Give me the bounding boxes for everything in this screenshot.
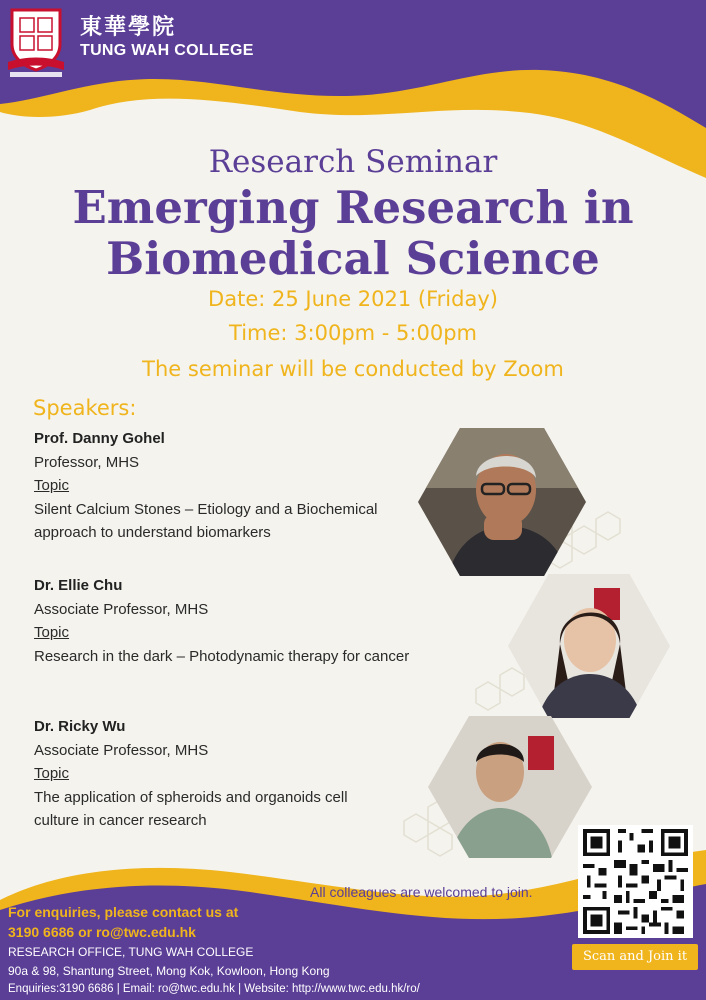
speaker-3-topic-line-2: culture in cancer research xyxy=(34,812,207,829)
seminar-title-line-2: Biomedical Science xyxy=(106,232,600,285)
seminar-subtitle: Research Seminar xyxy=(208,144,498,180)
qr-code[interactable] xyxy=(578,825,693,938)
speaker-2 xyxy=(34,574,409,668)
enquiry-line-2: 3190 6686 or ro@twc.edu.hk xyxy=(8,924,196,940)
enquiry-line-1: For enquiries, please contact us at xyxy=(8,904,239,920)
speaker-1-topic-line-1: Silent Calcium Stones – Etiology and a Biochemical xyxy=(34,500,378,518)
college-crest-logo xyxy=(6,6,66,80)
college-name-english: TUNG WAH COLLEGE xyxy=(80,42,254,59)
office-contacts: Enquiries:3190 6686 | Email: ro@twc.edu.hk | Website: http://www.twc.edu.hk/ro/ xyxy=(8,983,420,995)
speaker-2-name: Dr. Ellie Chu xyxy=(34,577,123,594)
qr-code-icon xyxy=(578,825,693,938)
speaker-2-topic-label: Topic xyxy=(34,624,70,641)
speakers-heading: Speakers: xyxy=(33,396,137,420)
scan-and-join-button[interactable]: Scan and Join it xyxy=(572,944,698,970)
seminar-title xyxy=(0,182,706,284)
office-address: 90a & 98, Shantung Street, Mong Kok, Kowloon, Hong Kong xyxy=(8,964,330,978)
speaker-2-topic-line-1: Research in the dark – Photodynamic therapy for cancer xyxy=(34,647,410,665)
seminar-mode: The seminar will be conducted by Zoom xyxy=(142,357,564,381)
speaker-1-role: Professor, MHS xyxy=(34,453,140,471)
speaker-3-name: Dr. Ricky Wu xyxy=(34,718,126,735)
speaker-1 xyxy=(34,427,378,545)
speaker-1-name: Prof. Danny Gohel xyxy=(34,430,165,447)
speaker-3 xyxy=(34,715,348,833)
office-name: RESEARCH OFFICE, TUNG WAH COLLEGE xyxy=(8,945,254,959)
college-name-chinese: 東華學院 xyxy=(80,15,177,40)
speaker-1-topic-line-2: approach to understand biomarkers xyxy=(34,524,271,541)
speaker-3-role: Associate Professor, MHS xyxy=(34,741,209,759)
speaker-3-topic-line-1: The application of spheroids and organoids cell xyxy=(34,788,348,806)
seminar-date: Date: 25 June 2021 (Friday) xyxy=(208,287,498,311)
speaker-3-topic-label: Topic xyxy=(34,765,70,782)
speaker-1-topic-label: Topic xyxy=(34,477,70,494)
welcome-message: All colleagues are welcomed to join. xyxy=(310,884,533,900)
seminar-time: Time: 3:00pm - 5:00pm xyxy=(229,321,477,345)
seminar-title-line-1: Emerging Research in xyxy=(72,181,634,234)
speaker-2-role: Associate Professor, MHS xyxy=(34,600,209,618)
